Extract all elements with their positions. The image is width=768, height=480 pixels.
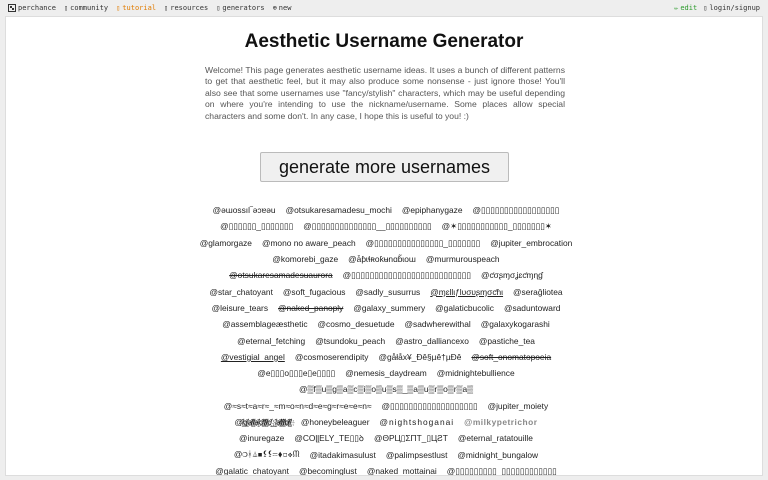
username-item[interactable]: @soft_onomatopoeia <box>471 351 552 362</box>
login-label: login/signup <box>709 4 760 12</box>
username-row <box>176 235 596 251</box>
username-row <box>176 267 596 283</box>
username-item[interactable]: @glamorgaze <box>199 237 252 248</box>
username-item[interactable]: @ǝɯossıl‾ǝɔɐǝu <box>212 205 276 216</box>
username-item[interactable]: @assemblageæsthetic <box>222 319 308 330</box>
username-item[interactable]: @▯▯▯▯▯▯▯▯▯▯▯▯▯▯__▯▯▯▯▯▯▯▯▯▯ <box>303 221 432 232</box>
page-icon: ▯ <box>116 4 121 12</box>
username-item[interactable]: @cosmoserendipity <box>294 351 369 362</box>
nav-link-perchance[interactable] <box>8 4 56 12</box>
username-item[interactable]: @milkypetrichor <box>464 417 538 427</box>
username-item[interactable]: @galaticbucolic <box>435 302 494 313</box>
username-item[interactable]: @becominglust <box>298 465 357 476</box>
page-title: Aesthetic Username Generator <box>244 31 524 52</box>
username-item[interactable]: @▒f▒u▒g▒a▒c▒i▒o▒u▒s▒_▒a▒u▒r▒o▒r▒a▒ <box>298 384 474 395</box>
username-item[interactable]: @ƈσʂɱσʝɛƈɱɳɠ <box>480 270 543 281</box>
username-row <box>176 283 596 299</box>
username-item[interactable]: @galaxy_summery <box>353 302 426 313</box>
dice-logo-icon <box>8 4 16 12</box>
username-row <box>176 463 596 476</box>
username-row <box>176 316 596 332</box>
username-row <box>176 218 596 234</box>
username-item[interactable]: @vestigial_angel <box>220 351 285 362</box>
username-item[interactable]: @itadakimasulust <box>309 449 376 460</box>
main-panel <box>5 16 763 476</box>
username-item[interactable]: @cosmo_desuetude <box>317 319 395 330</box>
intro-paragraph: Welcome! This page generates aesthetic username ideas. It uses a bunch of different patterns to get that aesthetic feel, but it may also produce some nonsense - just ignore those! You'll also see that some usernames use "fancy/stylish" characters, which may be useful depending on where you're intending to use the nickname/username. Some places allow special characters and some don't. In any case, I hope this is useful to you! :) <box>205 65 565 121</box>
username-item[interactable]: @▯▯▯▯▯▯▯▯▯▯▯▯▯▯▯▯▯ <box>472 205 560 216</box>
username-row <box>176 414 596 430</box>
username-item[interactable]: @tsundoku_peach <box>315 335 386 346</box>
username-row <box>176 202 596 218</box>
username-item[interactable]: @ɱɛƖƖιƒƖυσυʂɱσƈɦι <box>430 286 504 297</box>
username-item[interactable]: @▯▯▯▯▯▯▯▯▯▯▯▯▯▯▯_▯▯▯▯▯▯▯ <box>365 237 481 248</box>
edit-link[interactable] <box>674 4 697 12</box>
nav-link-resources[interactable] <box>164 4 208 12</box>
username-item[interactable]: @nemesis_daydream <box>345 368 427 379</box>
nav-label: generators <box>222 4 265 12</box>
username-item[interactable]: @eternal_fetching <box>237 335 306 346</box>
username-item[interactable]: @pastiche_tea <box>478 335 535 346</box>
username-item[interactable]: @galaxykogarashi <box>480 319 550 330</box>
username-item[interactable]: @҉̸̤̈g҉̸̤̈a҉̸̤̈l҉̸̤̈a҉̸̤̈c҉̸̤̈t҉̸̤̈i҉̸̤̈c҉̸̤̈_҉̸̤̈a҉̸̤̈l҉̸̤̈i҉̸̤̈b҉̸̤̈i҉̸̤̈ <box>234 417 291 427</box>
username-row <box>176 446 596 462</box>
page-icon: ▯ <box>63 4 69 12</box>
page-icon: ▯ <box>164 4 169 12</box>
generate-more-usernames-button[interactable]: generate more usernames <box>260 152 509 182</box>
username-item[interactable]: @jupiter_embrocation <box>490 237 573 248</box>
username-item[interactable]: @murmurouspeach <box>425 254 500 265</box>
username-item[interactable]: @✶▯▯▯▯▯▯▯▯▯▯▯_▯▯▯▯▯▯▯✶ <box>441 221 552 232</box>
username-item[interactable]: @saduntoward <box>503 302 561 313</box>
username-item[interactable]: @sadwherewithal <box>404 319 471 330</box>
nav-link-tutorial[interactable] <box>116 4 156 12</box>
username-row <box>176 332 596 348</box>
username-item[interactable]: @midnightebullience <box>436 368 515 379</box>
username-row <box>176 381 596 397</box>
page-icon: ▯ <box>216 4 221 12</box>
username-row <box>176 398 596 414</box>
username-item[interactable]: @nightshoganai <box>379 417 455 427</box>
username-row <box>176 300 596 316</box>
nav-label: resources <box>170 4 209 12</box>
nav-right-group <box>674 4 768 12</box>
pencil-icon: ✏ <box>674 4 679 12</box>
username-item[interactable]: @astro_dalliancexo <box>395 335 469 346</box>
nav-label: perchance <box>18 4 56 12</box>
username-row <box>176 430 596 446</box>
username-item[interactable]: @eternal_ratatouille <box>457 433 533 444</box>
username-item[interactable]: @▯▯▯▯▯▯_▯▯▯▯▯▯▯ <box>220 221 294 232</box>
username-item[interactable]: @ΘΡЦ▯ΣΠΤ_▯ЦƧΤ <box>373 433 448 444</box>
nav-label: tutorial <box>122 4 157 12</box>
username-item[interactable]: @gåłåx¥_Ðê§µê†µÐê <box>378 351 462 362</box>
username-item[interactable]: @galatic_chatoyant <box>215 465 289 476</box>
nav-left-group <box>0 4 291 12</box>
nav-label: new <box>278 4 292 12</box>
username-item[interactable]: @midnight_bungalow <box>457 449 539 460</box>
username-item[interactable]: @otsukaresamadesuaurora <box>229 270 333 281</box>
top-navigation-bar <box>0 0 768 16</box>
username-item[interactable]: @mono no aware_peach <box>261 237 356 248</box>
username-item[interactable]: @jupiter_moiety <box>487 400 549 411</box>
username-item[interactable]: @▯▯▯▯▯▯▯▯▯▯▯▯▯▯▯▯▯▯▯ <box>381 400 478 411</box>
username-row <box>176 349 596 365</box>
plus-icon: ⊕ <box>272 4 277 12</box>
username-item[interactable]: @honeybeleaguer <box>300 417 370 427</box>
nav-link-generators[interactable] <box>216 4 264 12</box>
username-item[interactable]: @serağliotea <box>513 286 563 297</box>
username-item[interactable]: @naked_mottainai <box>366 465 437 476</box>
username-item[interactable]: @▯▯▯▯▯▯▯▯▯▯▯▯▯▯▯▯▯▯▯▯▯▯▯▯▯▯ <box>342 270 471 281</box>
username-item[interactable]: @naked_panoply <box>278 302 344 313</box>
username-item[interactable]: @e▯▯▯o▯▯▯e▯e▯▯▯▯ <box>257 368 336 379</box>
username-item[interactable]: @palimpsestlust <box>385 449 448 460</box>
edit-label: edit <box>680 4 698 12</box>
username-results <box>176 202 596 476</box>
nav-label: community <box>70 4 109 12</box>
username-row <box>176 251 596 267</box>
username-item[interactable]: @otsukaresamadesu_mochi <box>285 205 392 216</box>
username-item[interactable]: @≈s≈t≈a≈r≈_≈m≈o≈n≈d≈e≈g≈r≈e≈e≈n≈ <box>223 400 372 411</box>
username-item[interactable]: @COɭɭELY_TE▯▯ꝺ <box>294 432 364 443</box>
username-item[interactable]: @sadly_susurrus <box>355 286 421 297</box>
nav-link-community[interactable] <box>64 4 108 12</box>
username-item[interactable]: @star_chatoyant <box>209 286 273 297</box>
login-signup-link[interactable] <box>703 4 760 12</box>
username-item[interactable]: @❍ᚼ⏃◼⚸⚸⎓⧫◻❖ᙏ <box>233 449 300 460</box>
door-icon: ▯ <box>703 4 708 12</box>
username-item[interactable]: @inuregaze <box>239 433 285 444</box>
username-item[interactable]: @leisure_tears <box>211 302 269 313</box>
username-item[interactable]: @soft_fugacious <box>282 286 346 297</box>
username-item[interactable]: @komorebi_gaze <box>272 254 339 265</box>
username-item[interactable]: @▯▯▯▯▯▯▯▯▯_▯▯▯▯▯▯▯▯▯▯▯▯ <box>446 465 557 476</box>
username-item[interactable]: @ǡƥɩɬʀoƙʉnɑɓ̃ɩoɯ <box>348 254 416 265</box>
username-item[interactable]: @epiphanygaze <box>401 205 463 216</box>
username-row <box>176 365 596 381</box>
nav-link-new[interactable] <box>273 4 292 12</box>
